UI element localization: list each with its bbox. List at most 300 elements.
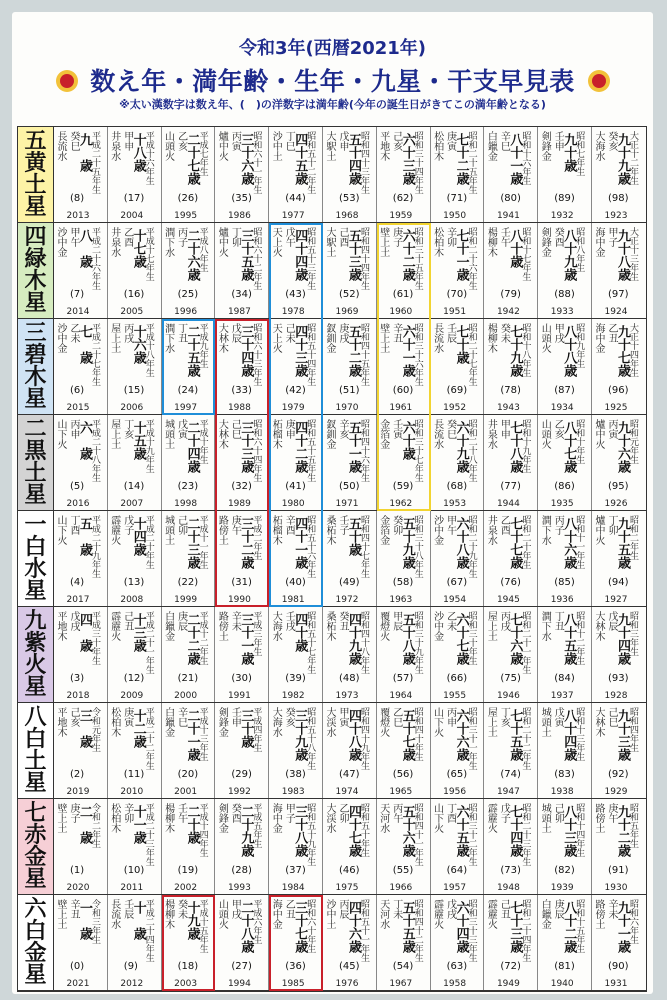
era-year: 昭和三十一年生	[466, 707, 477, 770]
age-cell	[592, 223, 646, 318]
age-cell	[269, 223, 323, 318]
element-text: 大渓水	[324, 707, 335, 737]
era-year: 昭和四十七年生	[359, 515, 369, 578]
man-age: (24)	[177, 385, 199, 396]
eto-text: 辛卯	[121, 803, 133, 823]
age-cell	[108, 895, 162, 990]
man-age: (2)	[70, 769, 85, 780]
era-year: 昭和五十四年生	[305, 323, 316, 386]
kazoe-age: 七十一歳	[453, 229, 469, 281]
kazoe-age: 四十六歳	[346, 901, 361, 953]
man-age: (55)	[392, 865, 414, 876]
element-text: 楊柳木	[485, 323, 497, 353]
star-char: 星	[24, 578, 47, 604]
age-cell	[323, 703, 377, 798]
man-age: (64)	[446, 865, 468, 876]
man-age: (74)	[500, 769, 521, 780]
man-age: (86)	[554, 481, 575, 492]
age-cell	[538, 511, 592, 606]
element-text: 釵釧金	[324, 419, 335, 449]
man-age: (85)	[554, 577, 575, 588]
man-age: (70)	[446, 289, 468, 300]
age-cell	[323, 607, 377, 702]
kazoe-age: 二十八歳	[238, 901, 254, 953]
era-year: 昭和三十八年生	[412, 515, 423, 578]
element-text: 屋上土	[108, 323, 120, 353]
star-char: 火	[24, 652, 47, 678]
age-cell	[108, 415, 162, 510]
eto-text: 丙子	[175, 227, 187, 247]
eto-text: 辛亥	[337, 419, 348, 439]
age-cell	[431, 703, 485, 798]
element-text: 長流水	[431, 323, 443, 353]
kazoe-age: 八十三歳	[561, 805, 577, 857]
man-age: (98)	[608, 193, 629, 204]
element-text: 楊柳木	[162, 899, 174, 929]
western-year: 1936	[550, 595, 574, 605]
era-year: 昭和二十八年生	[466, 419, 477, 482]
man-age: (28)	[231, 865, 252, 876]
western-year: 1946	[496, 691, 520, 701]
eto-text: 戊辰	[229, 323, 241, 343]
element-text: 屋上土	[485, 611, 497, 641]
element-text: 山下火	[431, 707, 443, 737]
eto-text: 壬戌	[283, 611, 295, 631]
element-text: 霹靂火	[485, 803, 497, 833]
western-year: 1942	[496, 307, 520, 317]
era-year: 昭和六十二年生	[251, 227, 262, 290]
kazoe-age: 二十歳	[184, 805, 200, 844]
kazoe-age: 六十八歳	[453, 517, 469, 569]
era-year: 昭和四十八年生	[359, 611, 369, 674]
element-text: 爐中火	[593, 419, 604, 449]
kazoe-age: 三十歳	[238, 709, 254, 748]
kazoe-age: 三十八歳	[292, 805, 308, 857]
star-char: 紫	[24, 630, 47, 656]
kazoe-age: 六十三歳	[399, 133, 415, 185]
star-char: 金	[24, 940, 47, 966]
era-year: 平成二十五年生	[90, 131, 100, 194]
era-year: 昭和十五年生	[574, 899, 585, 953]
element-text: 沙中金	[55, 227, 66, 257]
era-year: 平成十年生	[197, 419, 208, 464]
age-cell	[269, 511, 323, 606]
kazoe-age: 三十六歳	[238, 133, 254, 185]
era-year: 平成十四年生	[197, 803, 208, 857]
kazoe-age: 四十一歳	[292, 517, 308, 569]
western-year: 1953	[443, 499, 467, 509]
western-year: 1969	[335, 307, 359, 317]
eto-text: 丁亥	[498, 707, 510, 727]
eto-text: 甲辰	[390, 611, 402, 631]
element-text: 覆燈火	[377, 707, 389, 737]
star-char: 土	[24, 748, 47, 774]
age-cell	[269, 607, 323, 702]
western-year: 2006	[120, 403, 144, 413]
kazoe-age: 八十七歳	[561, 421, 577, 473]
eto-text: 壬申	[229, 707, 241, 727]
western-year: 1935	[550, 499, 574, 509]
eto-text: 壬申	[552, 131, 564, 151]
man-age: (66)	[446, 673, 468, 684]
eto-text: 壬辰	[444, 323, 456, 343]
page-title: 数え年・満年齢・生年・九星・干支早見表	[90, 67, 575, 96]
age-cell	[54, 127, 108, 222]
age-cell	[162, 511, 216, 606]
eto-text: 乙酉	[498, 515, 510, 535]
age-cell	[323, 511, 377, 606]
kazoe-age: 六十歳	[399, 421, 415, 460]
western-year: 1923	[604, 211, 628, 221]
man-age: (17)	[123, 193, 145, 204]
element-text: 松柏木	[431, 227, 443, 257]
element-text: 海中金	[593, 227, 604, 257]
star-label	[18, 511, 54, 606]
eto-text: 癸卯	[390, 515, 402, 535]
eto-text: 丁卯	[229, 227, 241, 247]
western-year: 1991	[227, 691, 251, 701]
age-cell	[484, 511, 538, 606]
western-year: 1970	[335, 403, 359, 413]
era-year: 昭和四十五年生	[359, 323, 369, 386]
era-year: 昭和三十七年生	[412, 419, 423, 482]
star-char: 赤	[24, 822, 47, 848]
kazoe-age: 五十歳	[346, 517, 361, 556]
western-year: 1932	[550, 211, 574, 221]
era-year: 平成三年生	[251, 611, 262, 656]
age-cell	[592, 799, 646, 894]
era-year: 昭和五十七年生	[305, 611, 316, 674]
element-text: 大駅土	[324, 131, 335, 161]
man-age: (10)	[123, 865, 145, 876]
western-year: 1959	[389, 211, 413, 221]
western-year: 1948	[496, 883, 520, 893]
western-year: 2000	[174, 691, 198, 701]
man-age: (77)	[500, 481, 521, 492]
eto-text: 甲申	[498, 419, 510, 439]
eto-text: 庚午	[606, 803, 617, 823]
man-age: (95)	[608, 481, 629, 492]
age-cell	[377, 127, 431, 222]
element-text: 海中金	[593, 323, 604, 353]
star-char: 星	[24, 194, 47, 220]
element-text: 井泉水	[485, 515, 497, 545]
eto-text: 乙亥	[175, 131, 187, 151]
kazoe-age: 五十一歳	[346, 421, 361, 473]
element-text: 金箔金	[377, 515, 389, 545]
year-line: 令和3年(西暦2021年)	[238, 38, 427, 59]
man-age: (75)	[500, 673, 521, 684]
man-age: (56)	[392, 769, 414, 780]
star-char: 星	[24, 674, 47, 700]
element-text: 大林木	[216, 419, 228, 449]
eto-text: 乙卯	[337, 803, 348, 823]
eto-text: 己巳	[606, 707, 617, 727]
star-char: 星	[24, 866, 47, 892]
western-year: 2017	[66, 595, 90, 605]
western-year: 2001	[174, 787, 198, 797]
element-text: 城頭土	[539, 803, 551, 833]
era-year: 平成二十九年生	[90, 515, 100, 578]
kazoe-age: 七十七歳	[507, 517, 523, 569]
western-year: 1974	[335, 787, 359, 797]
element-text: 長流水	[108, 899, 120, 929]
element-text: 沙中金	[431, 611, 443, 641]
element-text: 平地木	[377, 131, 389, 161]
age-cell	[108, 127, 162, 222]
man-age: (50)	[339, 481, 360, 492]
star-char: 土	[24, 172, 47, 198]
western-year: 1941	[496, 211, 520, 221]
kazoe-age: 九十五歳	[615, 517, 630, 569]
age-cell	[377, 895, 431, 990]
era-year: 昭和五十二年生	[305, 131, 316, 194]
element-text: 澗下水	[162, 227, 174, 257]
element-text: 天上火	[270, 323, 282, 353]
star-char: 木	[24, 364, 47, 390]
star-row	[18, 511, 646, 607]
eto-text: 壬寅	[390, 419, 402, 439]
eto-text: 戊申	[337, 131, 348, 151]
element-text: 天河水	[377, 803, 389, 833]
era-year: 昭和六十三年生	[251, 323, 262, 386]
western-year: 1982	[281, 691, 305, 701]
age-cell	[162, 415, 216, 510]
kazoe-age: 一 歳	[77, 901, 92, 940]
era-year: 昭和九年生	[574, 323, 585, 368]
kazoe-age: 二十四歳	[184, 421, 200, 473]
eto-text: 戊寅	[175, 419, 187, 439]
man-age: (59)	[392, 481, 414, 492]
age-cell	[377, 511, 431, 606]
eto-text: 己亥	[390, 131, 402, 151]
era-year: 平成十六年生	[143, 131, 154, 185]
age-cell	[538, 703, 592, 798]
era-year: 昭和二十九年生	[466, 515, 477, 578]
western-year: 1950	[443, 211, 467, 221]
eto-text: 戊子	[498, 803, 510, 823]
kazoe-age: 四十七歳	[346, 805, 361, 857]
western-year: 1989	[227, 499, 251, 509]
eto-text: 癸亥	[606, 131, 617, 151]
era-year: 昭和二十七年生	[466, 323, 477, 386]
kazoe-age: 十六歳	[130, 325, 146, 364]
era-year: 昭和四十一年生	[412, 803, 423, 866]
element-text: 屋上土	[108, 419, 120, 449]
star-label	[18, 703, 54, 798]
age-cell	[54, 607, 108, 702]
eto-text: 辛未	[229, 611, 241, 631]
age-cell	[484, 415, 538, 510]
western-year: 1961	[389, 403, 413, 413]
star-char: 九	[24, 608, 47, 634]
star-char: 八	[24, 704, 47, 730]
element-text: 爐中火	[593, 515, 604, 545]
eto-text: 甲午	[444, 515, 456, 535]
kazoe-age: 三十三歳	[238, 421, 254, 473]
man-age: (82)	[554, 865, 575, 876]
eto-text: 庚寅	[121, 707, 133, 727]
element-text: 海中金	[270, 803, 282, 833]
kazoe-age: 六 歳	[77, 421, 92, 460]
eto-text: 己卯	[552, 803, 564, 823]
western-year: 1980	[281, 499, 305, 509]
element-text: 城頭土	[539, 707, 551, 737]
era-year: 昭和四十二年生	[412, 899, 423, 962]
western-year: 1939	[550, 883, 574, 893]
era-year: 昭和十三年生	[574, 707, 585, 761]
man-age: (14)	[123, 481, 145, 492]
kazoe-age: 四十三歳	[292, 325, 308, 377]
kazoe-age: 五十四歳	[346, 133, 361, 185]
age-cell	[592, 607, 646, 702]
star-row	[18, 223, 646, 319]
man-age: (53)	[339, 193, 360, 204]
western-year: 1997	[174, 403, 198, 413]
man-age: (73)	[500, 865, 521, 876]
kazoe-age: 四十九歳	[346, 613, 361, 665]
eto-text: 壬子	[337, 515, 348, 535]
man-age: (18)	[177, 961, 199, 972]
era-year: 平成二十三年生	[143, 803, 154, 866]
element-text: 澗下水	[162, 323, 174, 353]
man-age: (80)	[500, 193, 521, 204]
kazoe-age: 十 歳	[130, 901, 146, 940]
eto-text: 乙丑	[283, 899, 295, 919]
age-cell	[538, 895, 592, 990]
kazoe-age: 五十三歳	[346, 229, 361, 281]
western-year: 1971	[335, 499, 359, 509]
kazoe-age: 五十八歳	[399, 613, 415, 665]
eto-text: 丁巳	[283, 131, 295, 151]
eto-text: 庚申	[283, 419, 295, 439]
element-text: 楊柳木	[485, 227, 497, 257]
era-year: 昭和五十年生	[359, 803, 369, 857]
star-char: 碧	[24, 342, 47, 368]
era-year: 昭和二十二年生	[520, 707, 531, 770]
age-cell	[162, 319, 216, 414]
era-year: 昭和十一年生	[574, 515, 585, 569]
man-age: (52)	[339, 289, 360, 300]
kazoe-age: 八十四歳	[561, 709, 577, 761]
era-year: 昭和二十一年生	[520, 611, 531, 674]
eto-text: 丙午	[390, 803, 402, 823]
age-cell	[484, 895, 538, 990]
western-year: 1934	[550, 403, 574, 413]
western-year: 1964	[389, 691, 413, 701]
western-year: 1944	[496, 499, 520, 509]
element-text: 天河水	[377, 899, 389, 929]
man-age: (54)	[392, 961, 414, 972]
element-text: 屋上土	[485, 707, 497, 737]
eto-text: 辛酉	[283, 515, 295, 535]
age-cell	[377, 703, 431, 798]
star-label	[18, 415, 54, 510]
element-text: 霹靂火	[485, 899, 497, 929]
era-year: 平成八年生	[197, 227, 208, 272]
element-text: 爐中火	[216, 227, 228, 257]
age-cell	[431, 607, 485, 702]
element-text: 沙中金	[55, 323, 66, 353]
kazoe-age: 三十一歳	[238, 613, 254, 665]
man-age: (69)	[446, 385, 468, 396]
western-year: 1945	[496, 595, 520, 605]
kazoe-age: 十九歳	[184, 901, 200, 940]
man-age: (92)	[608, 769, 629, 780]
era-year: 昭和四年生	[628, 707, 638, 752]
element-text: 剣鋒金	[539, 227, 551, 257]
era-year: 平成四年生	[251, 707, 262, 752]
western-year: 2003	[174, 979, 198, 989]
era-year: 令和二年生	[90, 803, 100, 848]
age-cell	[592, 319, 646, 414]
era-year: 令和三年生	[90, 899, 100, 944]
age-cell	[377, 319, 431, 414]
western-year: 2014	[66, 307, 90, 317]
man-age: (57)	[392, 673, 414, 684]
era-year: 昭和八年生	[574, 227, 585, 272]
western-year: 2016	[66, 499, 90, 509]
kazoe-age: 八十二歳	[561, 901, 577, 953]
element-text: 霹靂火	[431, 899, 443, 929]
eto-text: 己丑	[121, 611, 133, 631]
star-row	[18, 895, 646, 991]
kazoe-age: 二十七歳	[184, 133, 200, 185]
western-year: 2012	[120, 979, 144, 989]
era-year: 昭和六十四年生	[251, 419, 262, 482]
element-text: 天上火	[270, 227, 282, 257]
age-cell	[323, 223, 377, 318]
eto-text: 庚戌	[337, 323, 348, 343]
kazoe-age: 十三歳	[130, 613, 146, 652]
eto-text: 癸酉	[552, 227, 564, 247]
western-year: 1995	[174, 211, 198, 221]
kazoe-age: 十七歳	[130, 229, 146, 268]
eto-text: 丁卯	[606, 515, 617, 535]
kazoe-age: 五十五歳	[399, 901, 415, 953]
era-year: 平成十七年生	[143, 227, 154, 281]
man-age: (35)	[231, 193, 252, 204]
element-text: 大林木	[593, 707, 604, 737]
star-char: 星	[24, 290, 47, 316]
element-text: 平地木	[55, 611, 66, 641]
element-text: 山下火	[55, 419, 66, 449]
kazoe-age: 五十九歳	[399, 517, 415, 569]
element-text: 井泉水	[485, 419, 497, 449]
kazoe-age: 三十四歳	[238, 325, 254, 377]
eto-text: 丙戌	[498, 611, 510, 631]
age-cell	[431, 319, 485, 414]
kazoe-age: 七十八歳	[507, 421, 523, 473]
age-cell	[484, 607, 538, 702]
kazoe-age: 十八歳	[130, 133, 146, 172]
star-char: 黒	[24, 438, 47, 464]
kazoe-age: 二 歳	[77, 805, 92, 844]
kazoe-age: 二十九歳	[238, 805, 254, 857]
element-text: 霹靂火	[108, 611, 120, 641]
western-year: 1931	[604, 979, 628, 989]
man-age: (8)	[70, 193, 85, 204]
element-text: 柘榴木	[270, 515, 282, 545]
age-cell	[431, 799, 485, 894]
star-label	[18, 895, 54, 990]
element-text: 爐中火	[216, 131, 228, 161]
era-year: 昭和四十六年生	[359, 419, 369, 482]
era-year: 平成二十七年生	[90, 323, 100, 386]
age-cell	[323, 127, 377, 222]
kazoe-age: 七十五歳	[507, 709, 523, 761]
kazoe-age: 八十五歳	[561, 613, 577, 665]
